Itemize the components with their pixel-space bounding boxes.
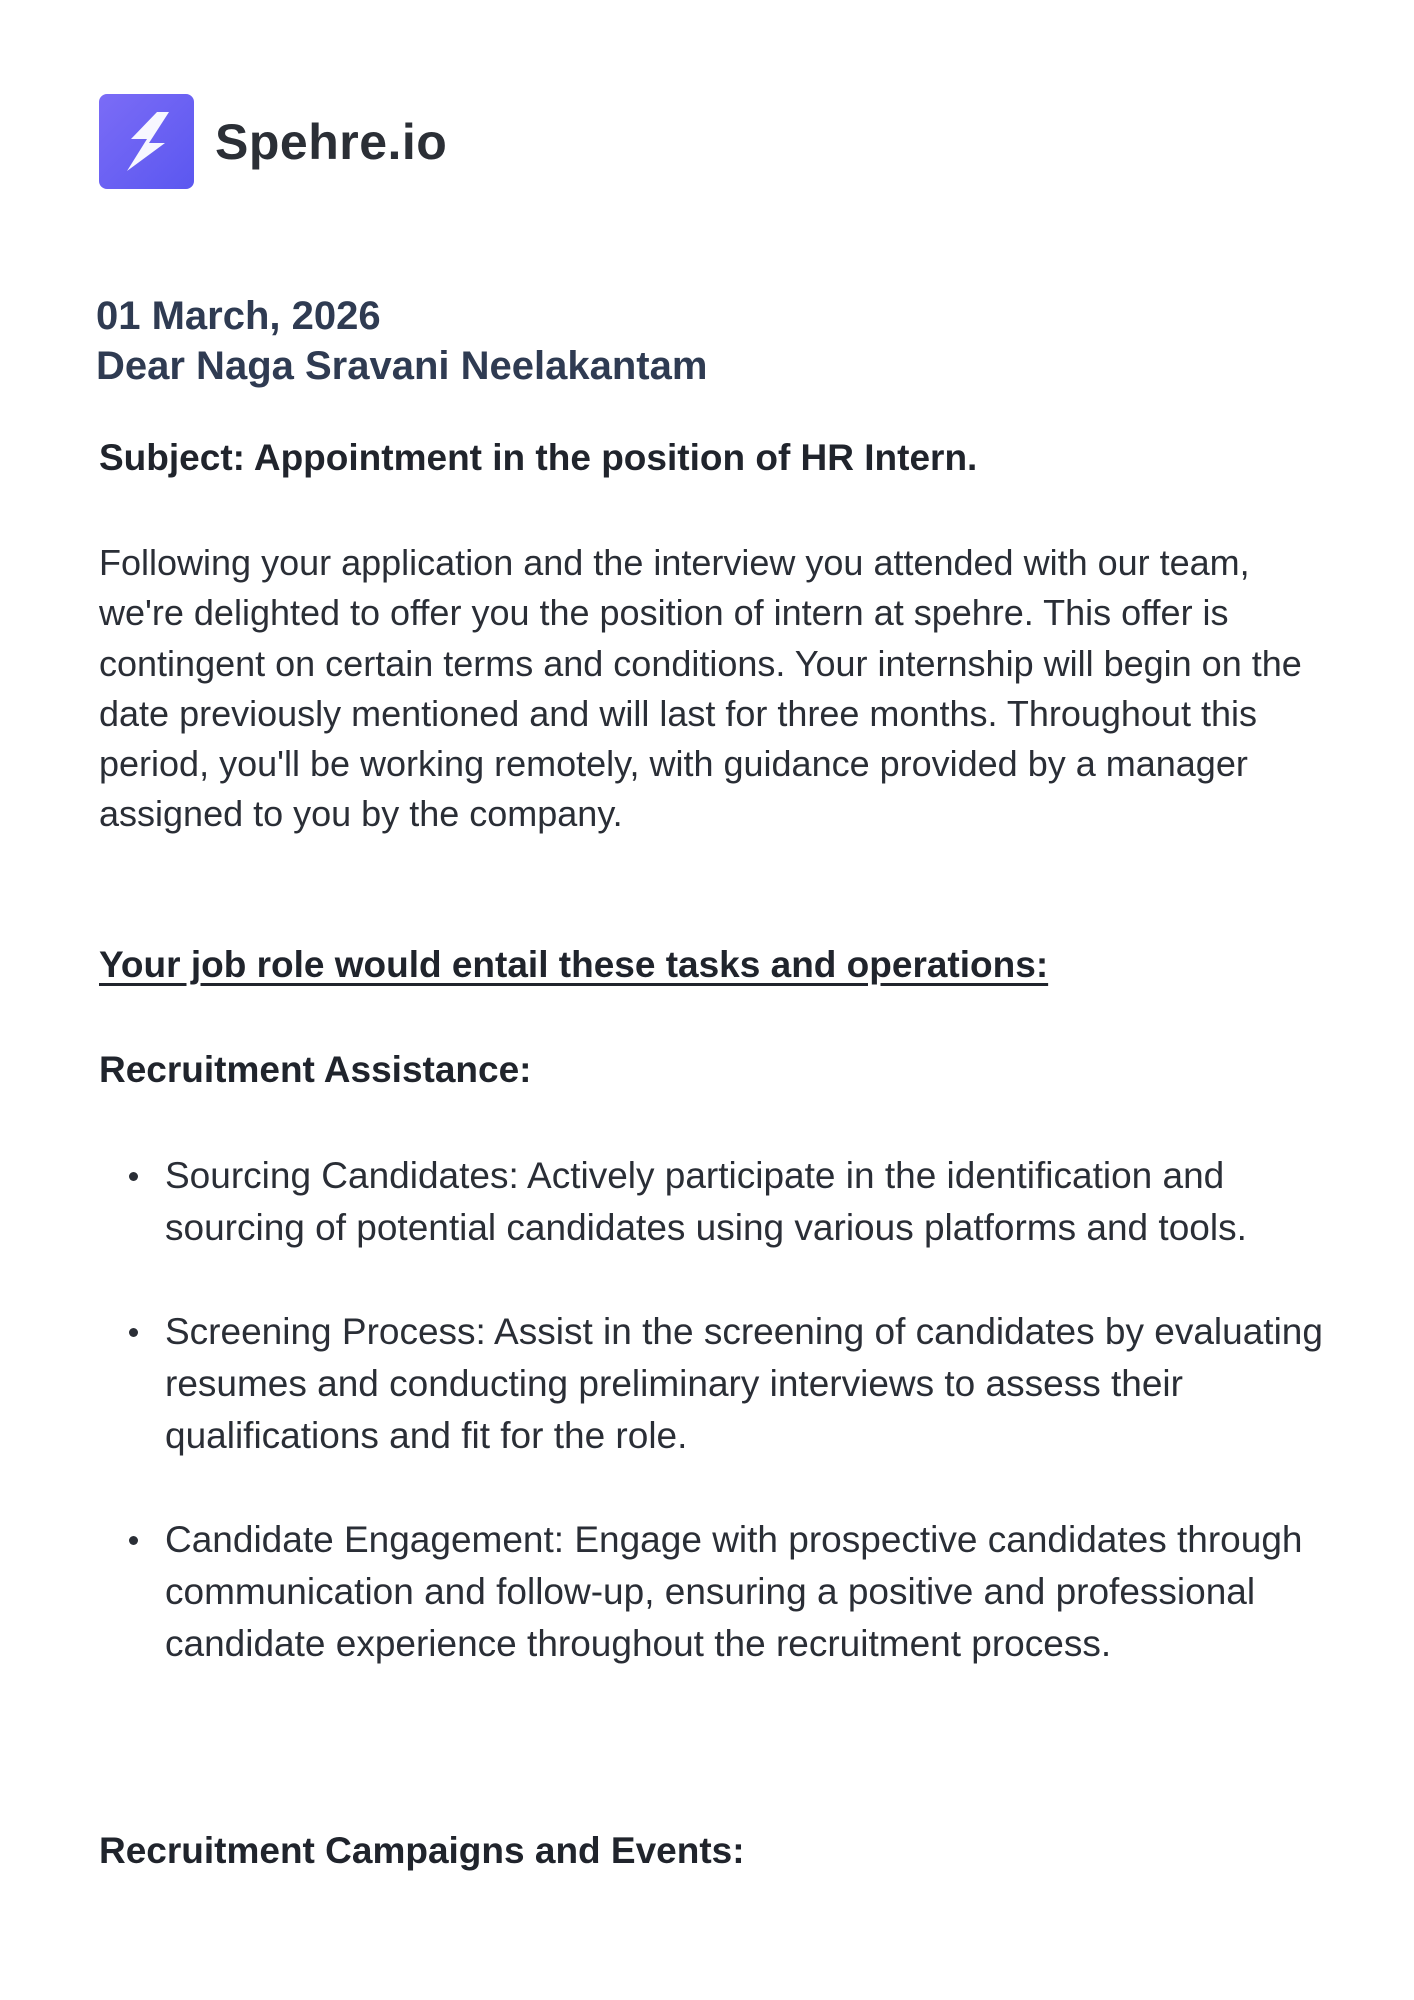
job-role-heading: Your job role would entail these tasks and operations:	[99, 944, 1049, 985]
bullet-icon	[129, 1172, 138, 1181]
lightning-s-logo-icon	[99, 94, 194, 189]
subject-line: Subject: Appointment in the position of HR Intern.	[99, 437, 978, 478]
intro-paragraph: Following your application and the interview you attended with our team, we're delighted to offer you the position of intern at spehre. This offer is contingent on certain terms and conditions. Your internship will begin on the date previously mentioned and will last for three months. Throughout this period, you'll be working remotely, with guidance provided by a manager assigned to you by the company.	[99, 542, 1302, 835]
recruitment-tasks-list	[99, 1150, 1329, 1722]
bullet-icon	[129, 1328, 138, 1337]
brand-name: Spehre.io	[215, 113, 448, 170]
salutation: Dear Naga Sravani Neelakantam	[96, 344, 708, 388]
section-heading-recruitment-assistance: Recruitment Assistance:	[99, 1049, 532, 1090]
bullet-icon	[129, 1536, 138, 1545]
list-item	[99, 1306, 1329, 1462]
task-text: Screening Process: Assist in the screening of candidates by evaluating resumes and conducting preliminary interviews to assess their qualifications and fit for the role.	[165, 1311, 1323, 1456]
letterhead	[99, 94, 447, 189]
task-text: Candidate Engagement: Engage with prospective candidates through communication and follow-up, ensuring a positive and professional candidate experience throughout the recruitment process.	[165, 1519, 1303, 1664]
list-item	[99, 1150, 1329, 1254]
letter-date: 01 March, 2026	[96, 294, 381, 338]
task-text: Sourcing Candidates: Actively participate in the identification and sourcing of potential candidates using various platforms and tools.	[165, 1155, 1247, 1248]
list-item	[99, 1514, 1329, 1670]
section-heading-recruitment-campaigns: Recruitment Campaigns and Events:	[99, 1830, 745, 1871]
